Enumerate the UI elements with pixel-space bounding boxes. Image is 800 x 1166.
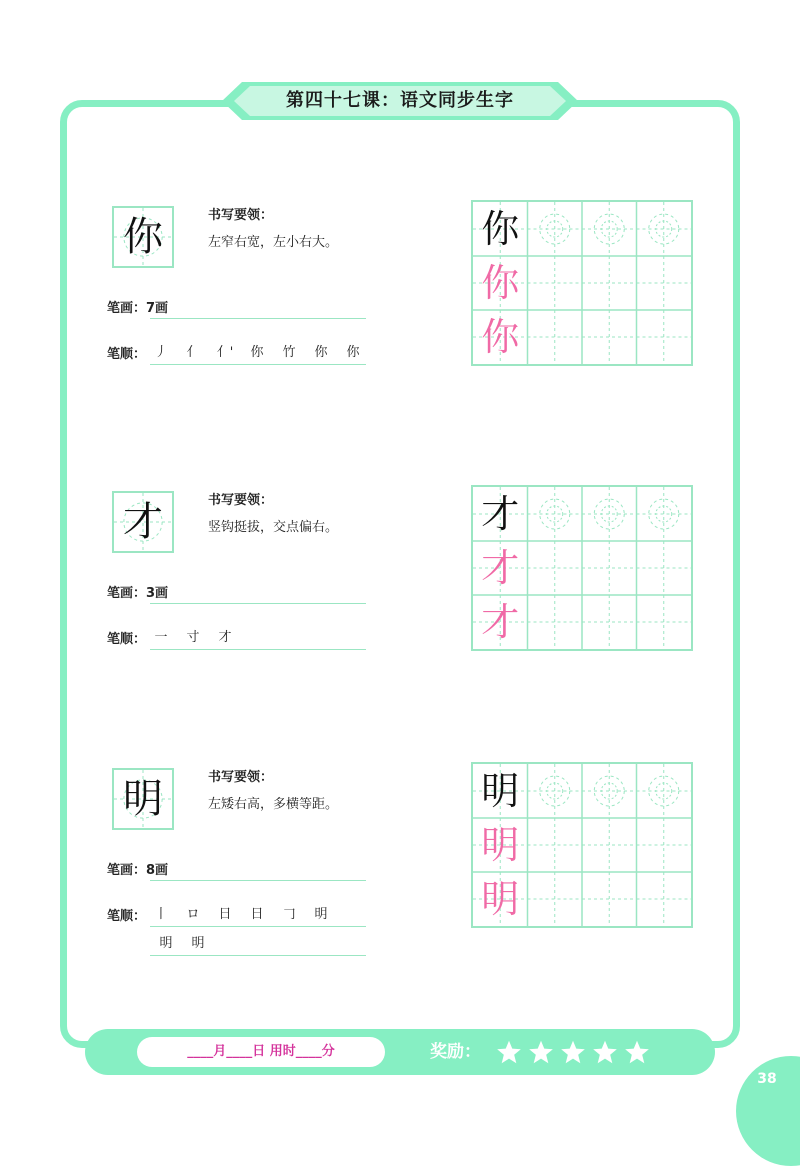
writing-tips-text: 左矮右高，多横等距。 xyxy=(208,797,339,812)
practice-grid[interactable] xyxy=(471,485,693,651)
stroke-order-label: 笔顺： xyxy=(107,632,147,647)
date-time-fields[interactable]: ____月____日 用时____分 xyxy=(187,1044,335,1059)
stroke-order-step: 你 xyxy=(250,345,264,360)
star-icon[interactable] xyxy=(527,1039,555,1070)
practice-trace-char: 明 xyxy=(481,877,520,921)
footer-bar xyxy=(85,1029,715,1075)
practice-trace-char: 明 xyxy=(481,823,520,867)
stroke-count-line xyxy=(150,603,366,604)
stroke-order-line xyxy=(150,955,366,956)
stroke-order-step: 才 xyxy=(218,630,232,645)
stroke-order-label: 笔顺： xyxy=(107,347,147,362)
star-icon[interactable] xyxy=(559,1039,587,1070)
stroke-order-step: 你 xyxy=(314,345,328,360)
star-icon[interactable] xyxy=(591,1039,619,1070)
stroke-order-label: 笔顺： xyxy=(107,909,147,924)
stroke-order-step: 丿 xyxy=(154,345,168,360)
stroke-order-line xyxy=(150,364,366,365)
stroke-count-line xyxy=(150,880,366,881)
writing-tips-title: 书写要领： xyxy=(208,208,274,223)
practice-trace-char: 才 xyxy=(481,546,520,590)
model-char: 明 xyxy=(123,776,163,822)
page-number: 38 xyxy=(757,1071,777,1087)
practice-grid[interactable] xyxy=(471,200,693,366)
stroke-order-step: 寸 xyxy=(186,630,200,645)
page-title: 第四十七课：语文同步生字 xyxy=(286,90,514,111)
stroke-order-step: 一 xyxy=(154,630,168,645)
star-icon[interactable] xyxy=(623,1039,651,1070)
title-banner xyxy=(220,80,580,122)
stroke-order-step: 𠃌 xyxy=(282,907,296,922)
stroke-order-step: 明 xyxy=(159,936,173,951)
stroke-count: 笔画：8画 xyxy=(107,863,169,878)
model-char: 你 xyxy=(123,214,163,260)
writing-tips-text: 竖钩挺拔，交点偏右。 xyxy=(208,520,339,535)
stroke-count-line xyxy=(150,318,366,319)
reward-label: 奖励： xyxy=(430,1042,481,1062)
stroke-order-step: 丨 xyxy=(154,907,168,922)
practice-trace-char: 才 xyxy=(481,600,520,644)
model-char: 才 xyxy=(123,499,163,545)
stroke-order-line xyxy=(150,926,366,927)
stroke-order-step: 竹 xyxy=(282,345,296,360)
stroke-order-line xyxy=(150,649,366,650)
stroke-count: 笔画：3画 xyxy=(107,586,169,601)
stroke-order-step: 亻 xyxy=(186,345,200,360)
model-char-box xyxy=(112,206,174,268)
date-pill xyxy=(137,1037,385,1067)
practice-model-char: 才 xyxy=(481,492,520,536)
stroke-order-step: 日 xyxy=(250,907,264,922)
writing-tips-title: 书写要领： xyxy=(208,493,274,508)
stroke-order-step: 明 xyxy=(314,907,328,922)
stroke-order-step: ロ xyxy=(186,907,200,922)
stroke-order-step: 明 xyxy=(191,936,205,951)
writing-tips-title: 书写要领： xyxy=(208,770,274,785)
model-char-box xyxy=(112,491,174,553)
practice-model-char: 你 xyxy=(481,207,520,251)
practice-model-char: 明 xyxy=(481,769,520,813)
stroke-order-step: 亻' xyxy=(216,345,234,360)
practice-grid[interactable] xyxy=(471,762,693,928)
writing-tips-text: 左窄右宽，左小右大。 xyxy=(208,235,339,250)
model-char-box xyxy=(112,768,174,830)
practice-trace-char: 你 xyxy=(481,315,520,359)
practice-trace-char: 你 xyxy=(481,261,520,305)
star-icon[interactable] xyxy=(495,1039,523,1070)
stroke-order-step: 你 xyxy=(346,345,360,360)
reward-stars xyxy=(495,1039,655,1070)
stroke-order-step: 日 xyxy=(218,907,232,922)
stroke-count: 笔画：7画 xyxy=(107,301,169,316)
